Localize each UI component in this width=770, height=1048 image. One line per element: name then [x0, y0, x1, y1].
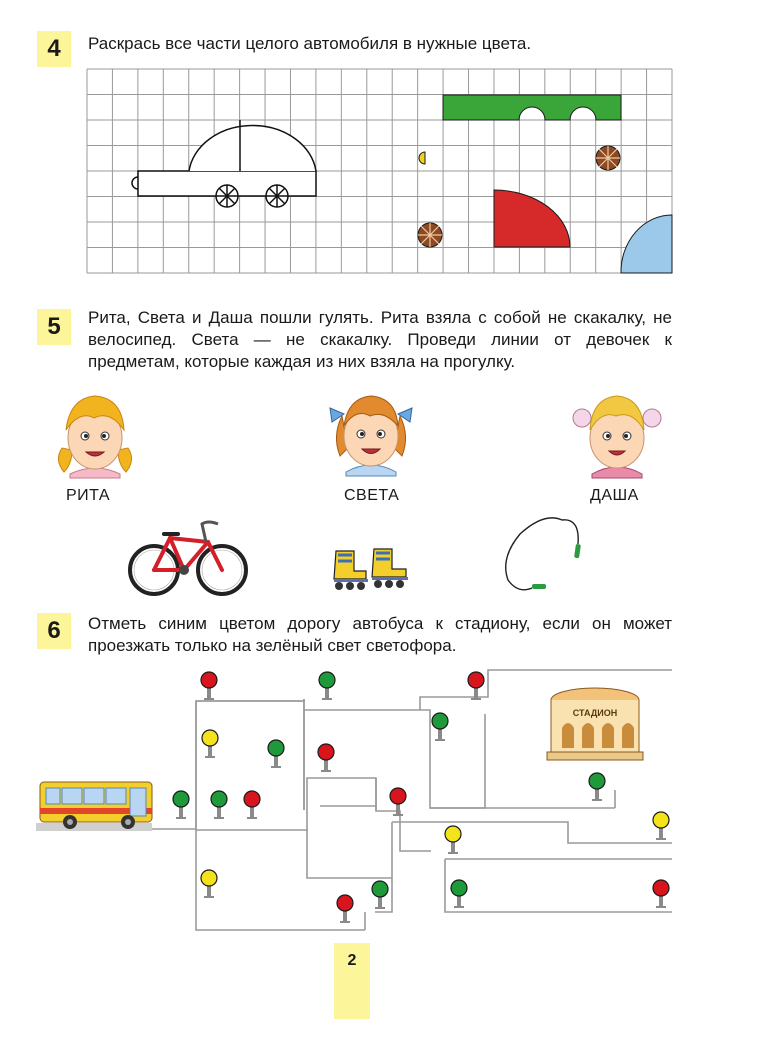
stadium-illustration — [547, 688, 643, 760]
girl-name-sveta: СВЕТА — [344, 487, 400, 504]
car-outline — [132, 120, 316, 207]
brown-wheel-top — [596, 146, 620, 170]
traffic-light-red — [201, 672, 217, 700]
green-car-body-part — [443, 95, 621, 120]
traffic-light-yellow — [201, 870, 217, 898]
yellow-headlight-part — [419, 152, 425, 164]
girl-name-rita: РИТА — [66, 487, 111, 504]
traffic-light-red — [653, 880, 669, 908]
bicycle-illustration[interactable] — [128, 518, 248, 598]
task-instruction: Раскрась все части целого автомобиля в нужные цвета. — [88, 34, 532, 53]
task-instruction: Отметь синим цветом дорогу автобуса к стадиону, если он может проезжать только на зелёный свет светофора. — [88, 614, 672, 655]
traffic-light-green — [319, 672, 335, 700]
roller-skates-illustration[interactable] — [330, 547, 410, 591]
task-number-badge: 5 — [37, 309, 71, 345]
task-instruction: Рита, Света и Даша пошли гулять. Рита взяла с собой не скакалку, не велосипед. Света — не скакалку. Проведи линии от девочек к предметам, которые каждая из них взяла на прогулку. — [88, 308, 672, 371]
traffic-light-red — [244, 791, 260, 819]
traffic-light-red — [337, 895, 353, 923]
traffic-light-green — [268, 740, 284, 768]
task-number-badge: 4 — [37, 31, 71, 67]
girl-rita-illustration[interactable] — [50, 388, 140, 478]
traffic-light-yellow — [445, 826, 461, 854]
page-number: 2 — [334, 943, 370, 1019]
traffic-light-green — [211, 791, 227, 819]
bus-route-maze — [0, 640, 770, 940]
stadium-label: СТАДИОН — [572, 708, 618, 718]
red-roof-part — [494, 190, 570, 247]
car-wheel-left — [216, 185, 238, 207]
girl-dasha-illustration[interactable] — [572, 388, 662, 478]
girl-name-dasha: ДАША — [590, 487, 639, 504]
girl-sveta-illustration[interactable] — [326, 386, 416, 476]
skate-right — [372, 549, 408, 588]
blue-roof-part — [621, 215, 672, 273]
traffic-light-yellow — [202, 730, 218, 758]
bus-illustration — [36, 782, 152, 831]
traffic-light-green — [173, 791, 189, 819]
traffic-light-green — [432, 713, 448, 741]
brown-wheel-bottom — [418, 223, 442, 247]
car-wheel-right — [266, 185, 288, 207]
traffic-light-red — [318, 744, 334, 772]
traffic-light-yellow — [653, 812, 669, 840]
skate-left — [334, 551, 368, 590]
traffic-light-green — [451, 880, 467, 908]
task-number-badge: 6 — [37, 613, 71, 649]
traffic-light-green — [589, 773, 605, 801]
traffic-light-green — [372, 881, 388, 909]
car-grid-puzzle — [87, 69, 672, 274]
traffic-light-red — [468, 672, 484, 700]
jump-rope-illustration[interactable] — [500, 514, 590, 594]
